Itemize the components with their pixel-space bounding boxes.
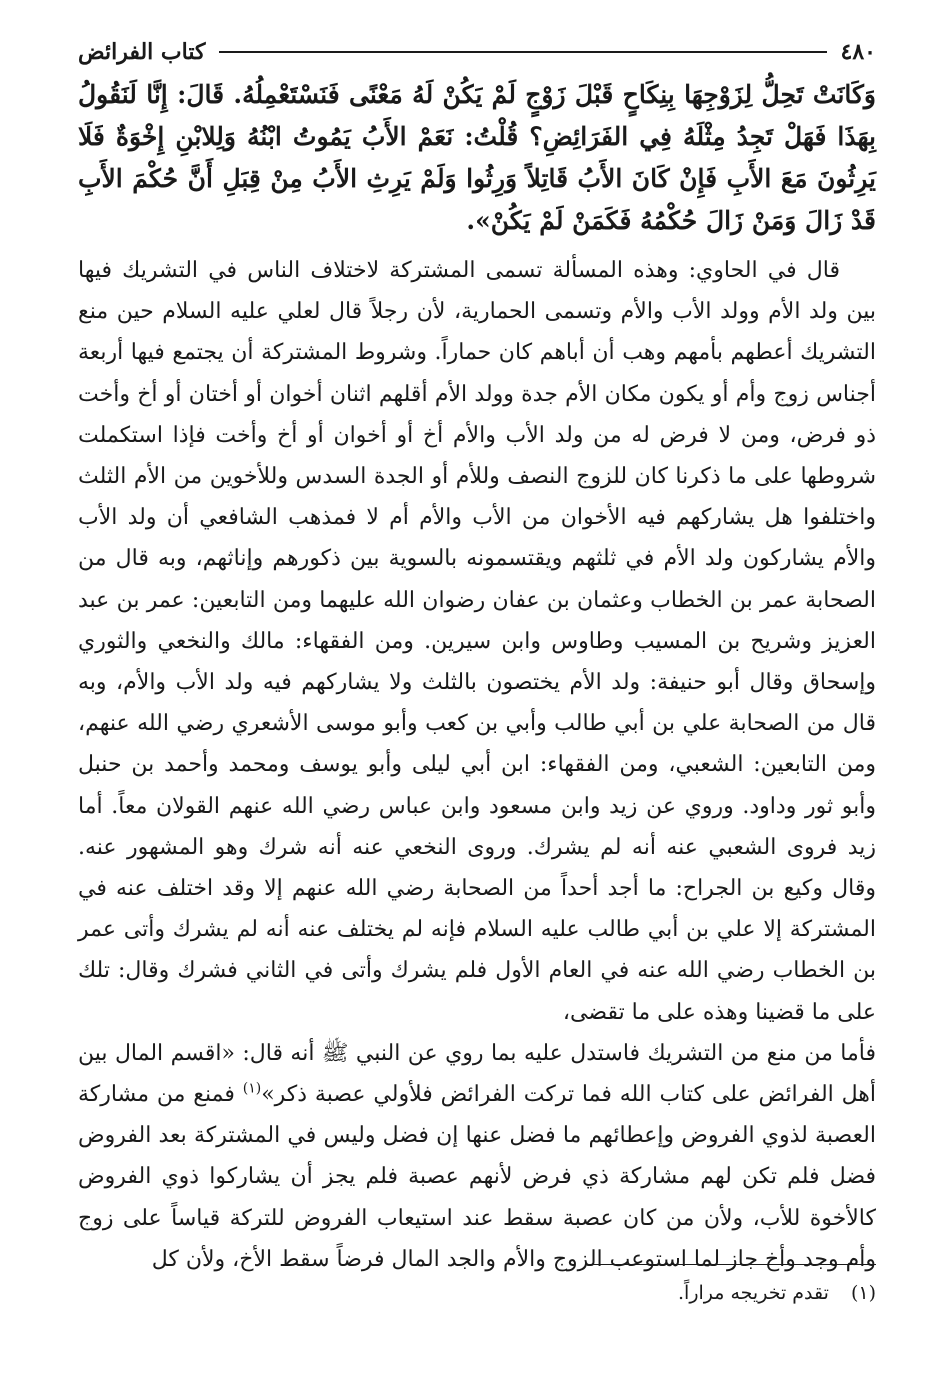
footnote-separator xyxy=(586,1264,876,1265)
page-header xyxy=(78,34,876,70)
footnote-number: (١) xyxy=(850,1282,876,1304)
header-rule xyxy=(219,51,826,53)
commentary-paragraph-1: قال في الحاوي: وهذه المسألة تسمى المشتركة لاختلاف الناس في التشريك فيها بين ولد الأم وولد الأب والأم وتسمى الحمارية، لأن رجلاً قال لعلي عليه السلام حين منع التشريك أعطهم بأمهم وهب أن أباهم كان حماراً. وشروط المشتركة أن يجتمع فيها أربعة أجناس زوج وأم أو يكون مكان الأم جدة وولد الأم أقلهم اثنان أخوان أو أختان أو أخ وأخت ذو فرض، ومن لا فرض له من ولد الأب والأم أخ أو أخوان أو أخ وأخت فإذا استكملت شروطها على ما ذكرنا كان للزوج النصف وللأم أو الجدة السدس وللأخوين من الأم الثلث واختلفوا هل يشاركهم فيه الأخوان من الأب والأم أم لا فمذهب الشافعي أن ولد الأب والأم يشاركون ولد الأم في ثلثهم ويقتسمونه بالسوية بين ذكورهم وإناثهم، وبه قال من الصحابة عمر بن الخطاب وعثمان بن عفان رضوان الله عليهما ومن التابعين: عمر بن عبد العزيز وشريح بن المسيب وطاوس وابن سيرين. ومن الفقهاء: مالك والنخعي والثوري وإسحاق وقال أبو حنيفة: ولد الأم يختصون بالثلث ولا يشاركهم فيه ولد الأب والأم، وبه قال من الصحابة علي بن أبي طالب وأبي بن كعب وأبو موسى الأشعري رضي الله عنهم، ومن التابعين: الشعبي، ومن الفقهاء: ابن أبي ليلى وأبو يوسف ومحمد وأحمد بن حنبل وأبو ثور وداود. وروي عن زيد وابن مسعود وابن عباس رضي الله عنهم القولان معاً. أما زيد فروى الشعبي عنه أنه لم يشرك. وروى النخعي عنه أنه شرك وهو المشهور عنه. وقال وكيع بن الجراح: ما أجد أحداً من الصحابة رضي الله عنهم إلا وقد اختلف عنه في المشتركة إلا علي بن أبي طالب عليه السلام فإنه لم يختلف عنه أنه لم يشرك وأتى عمر بن الخطاب رضي الله عنه في العام الأول فلم يشرك وأتى في الثاني فشرك وقال: تلك على ما قضينا وهذه على ما تقضى، xyxy=(78,258,876,1025)
chapter-title: كتاب الفرائض xyxy=(78,39,206,65)
commentary-paragraph-2 xyxy=(78,1033,876,1280)
book-page xyxy=(78,34,876,1354)
paragraph-2-hadith: فأما من منع من التشريك فاستدل عليه بما روي عن النبي ﷺ أنه قال: «اقسم المال بين أهل الفرائض على كتاب الله فما تركت الفرائض فلأولي عصبة ذكر» xyxy=(78,1040,876,1108)
footnote xyxy=(678,1278,876,1308)
footnote-marker: (١) xyxy=(242,1080,262,1097)
paragraph-2-rest: فمنع من مشاركة العصبة لذوي الفروض وإعطائهم ما فضل عنها إن فضل وليس في المشتركة بعد الفروض فضل فلم تكن لهم مشاركة ذي فرض لأنهم عصبة فلم يجز أن يشاركوا ذوي الفروض كالأخوة للأب، ولأن من كان عصبة سقط عند استيعاب الفروض للتركة قياساً على زوج وأم وجد وأخ جاز لما استوعب الزوج والأم والجد المال فرضاً سقط الأخ، ولأن كل xyxy=(78,1082,876,1272)
page-number: ٤٨٠ xyxy=(840,39,876,65)
commentary-body xyxy=(78,250,876,1280)
footnote-text: تقدم تخريجه مراراً. xyxy=(678,1282,829,1304)
matn-text: وَكَانَتْ تَحِلُّ لِزَوْجِهَا بِنِكَاحٍ قَبْلَ زَوْجٍ لَمْ يَكُنْ لَهُ مَعْنًى فَنَسْتَعْمِلُهُ. قَالَ: إِنَّا لَنَقُولُ بِهَذَا فَهَلْ تَجِدُ مِثْلَهُ فِي الفَرَائِضِ؟ قُلْتُ: نَعَمْ الأَبُ يَمُوتُ ابْنُهُ وَلِلابْنِ إِخْوَةٌ فَلَا يَرِثُونَ مَعَ الأَبِ فَإِنْ كَانَ الأَبُ قَاتِلاً وَرِثُوا وَلَمْ يَرِثِ الأَبُ مِنْ قِبَلِ أَنَّ حُكْمَ الأَبِ قَدْ زَالَ وَمَنْ زَالَ حُكْمُهُ فَكَمَنْ لَمْ يَكُنْ». xyxy=(78,80,876,235)
